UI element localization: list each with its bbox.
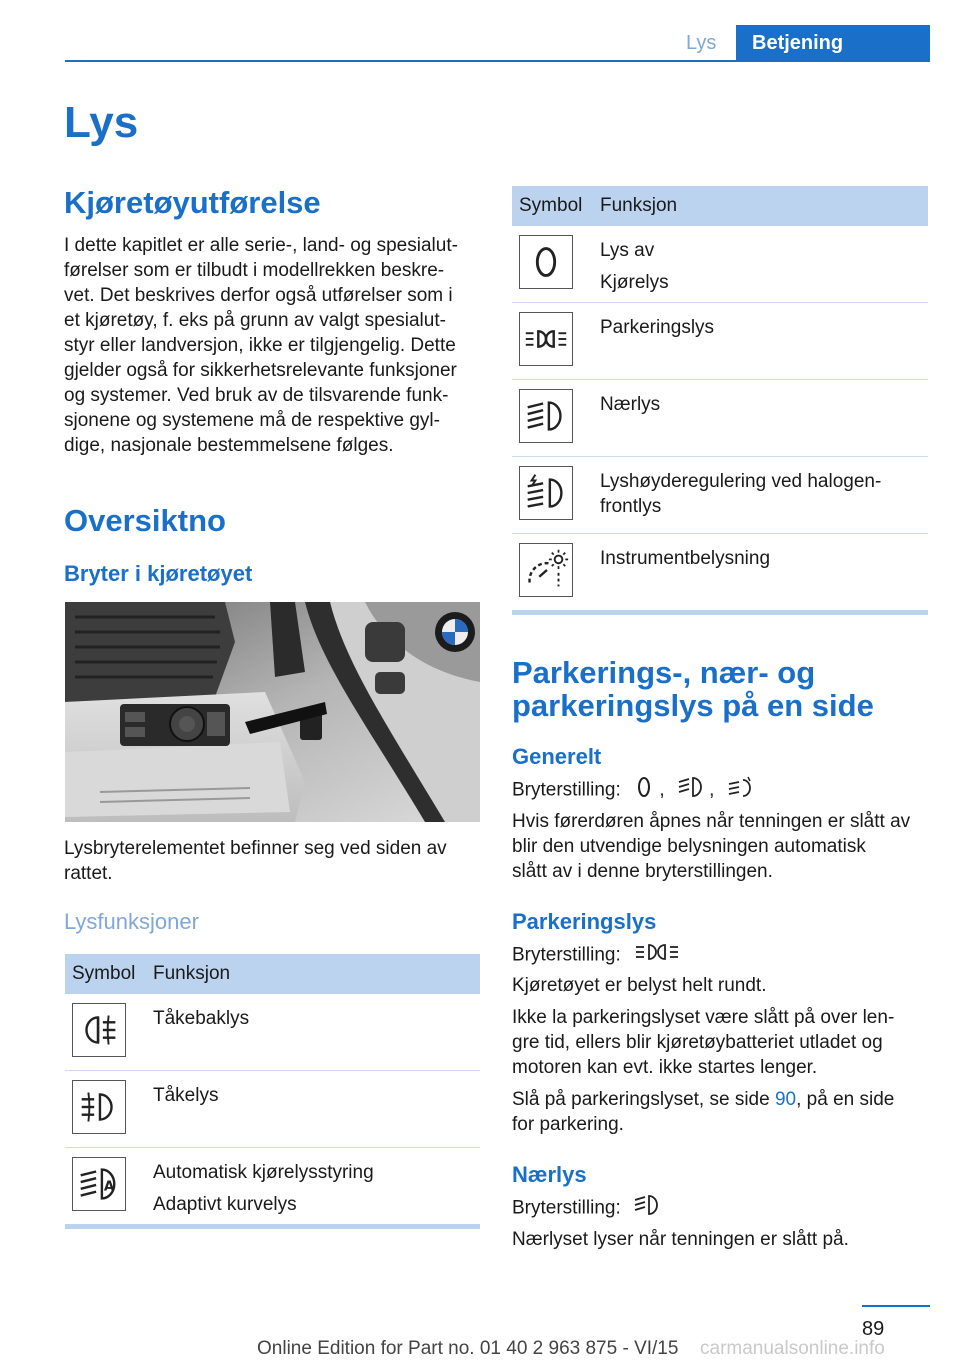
table-row	[512, 303, 928, 380]
heading-vehicle: Kjøretøyutførelse	[64, 185, 321, 220]
row-text: Nærlys	[600, 394, 661, 415]
heading-parking-light: Parkeringslys	[512, 909, 657, 934]
caption-paragraph: Lysbryterelementet befinner seg ved siden av rattet.	[64, 838, 447, 884]
header-tab: Betjening	[736, 25, 930, 62]
rear-fog-light-icon	[72, 1003, 126, 1057]
row-text: Tåkebaklys	[153, 1008, 250, 1029]
row-text: Lyshøyderegulering ved halogen- frontlys	[600, 471, 882, 517]
paragraph-parking-2: Ikke la parkeringslyset være slått på over len- gre tid, ellers blir kjøretøybatteriet utladet og motoren kan evt. ikke startes lenger.	[512, 1007, 895, 1078]
parking-light-icon	[634, 941, 680, 970]
paragraph-parking-1: Kjøretøyet er belyst helt rundt.	[512, 975, 767, 996]
header-section: Lys	[686, 32, 717, 54]
row-text: Tåkelys	[153, 1085, 219, 1106]
dashboard-photo	[65, 602, 480, 822]
headlight-range-icon	[519, 466, 573, 520]
instrument-lighting-icon	[519, 543, 573, 597]
general-switch-line: Bryterstilling: , ,	[512, 776, 932, 805]
table-row	[512, 226, 928, 303]
front-fog-light-icon	[72, 1080, 126, 1134]
table-footer-rule	[65, 1224, 480, 1229]
parking-light-icon	[519, 312, 573, 366]
paragraph-general: Hvis førerdøren åpnes når tenningen er slått av blir den utvendige belysningen automatisk slått av i denne bryterstillingen.	[512, 811, 911, 882]
parking-switch-line: Bryterstilling:	[512, 941, 932, 970]
low-beam-icon	[634, 1194, 660, 1223]
low-beam-one-side-icon	[728, 776, 754, 805]
lights-off-icon	[634, 776, 654, 805]
table-row	[512, 457, 928, 534]
page-number: 89	[862, 1318, 885, 1340]
heading-switch: Bryter i kjøretøyet	[64, 561, 253, 586]
svg-text:A: A	[103, 1178, 115, 1195]
low-beam-icon	[678, 776, 704, 805]
table-row	[512, 534, 928, 610]
paragraph-low-beam: Nærlyset lyser når tenningen er slått på.	[512, 1229, 849, 1250]
col-function: Funksjon	[153, 963, 231, 984]
table-header	[65, 954, 480, 994]
watermark: carmanualsonline.info	[700, 1338, 885, 1359]
lights-off-icon	[519, 235, 573, 289]
row-text: Lys av Kjørelys	[600, 240, 669, 293]
table-footer-rule	[512, 610, 928, 615]
heading-functions: Lysfunksjoner	[64, 909, 199, 934]
heading-parking-one-side: Parkerings-, nær- og parkeringslys på en side	[512, 655, 874, 723]
heading-low-beam: Nærlys	[512, 1162, 587, 1187]
lowbeam-switch-line: Bryterstilling:	[512, 1194, 932, 1223]
low-beam-icon	[519, 389, 573, 443]
heading-general: Generelt	[512, 744, 602, 769]
table-row	[65, 1148, 480, 1224]
footer-rule	[862, 1305, 930, 1307]
page-title: Lys	[64, 98, 139, 147]
col-symbol: Symbol	[519, 195, 583, 216]
paragraph-vehicle: I dette kapitlet er alle serie-, land- og spesialut- førelser som er tilbudt i modellrekken beskre- vet. Det beskrives derfor også utførelser som i et kjøretøy, f. eks på grunn av valgt spesialut- styr eller landversjon, ikke er tilgjengelig. Dette gjelder også for sikkerhetsrelevante funksjoner og systemer. Ved bruk av de tilsvarende funk- sjonene og systemene må de respektive gyl- dige, nasjonale bestemmelsene følges.	[64, 235, 458, 456]
header-rule	[65, 60, 930, 62]
row-text: Automatisk kjørelysstyring Adaptivt kurvelys	[153, 1162, 374, 1215]
col-function: Funksjon	[600, 195, 678, 216]
online-edition: Online Edition for Part no. 01 40 2 963 875 - VI/15	[257, 1338, 679, 1359]
table-header	[512, 186, 928, 226]
table-row	[65, 994, 480, 1071]
row-text: Parkeringslys	[600, 317, 715, 338]
paragraph-parking-3: Slå på parkeringslyset, se side 90, på en side for parkering.	[512, 1089, 895, 1135]
heading-overview: Oversiktno	[64, 503, 226, 538]
page-link[interactable]: 90	[774, 1089, 797, 1110]
col-symbol: Symbol	[72, 963, 136, 984]
row-text: Instrumentbelysning	[600, 548, 771, 569]
functions-table-left	[65, 954, 480, 1229]
table-row	[65, 1071, 480, 1148]
table-row	[512, 380, 928, 457]
functions-table-right	[512, 186, 928, 615]
auto-headlight-icon	[72, 1157, 126, 1211]
